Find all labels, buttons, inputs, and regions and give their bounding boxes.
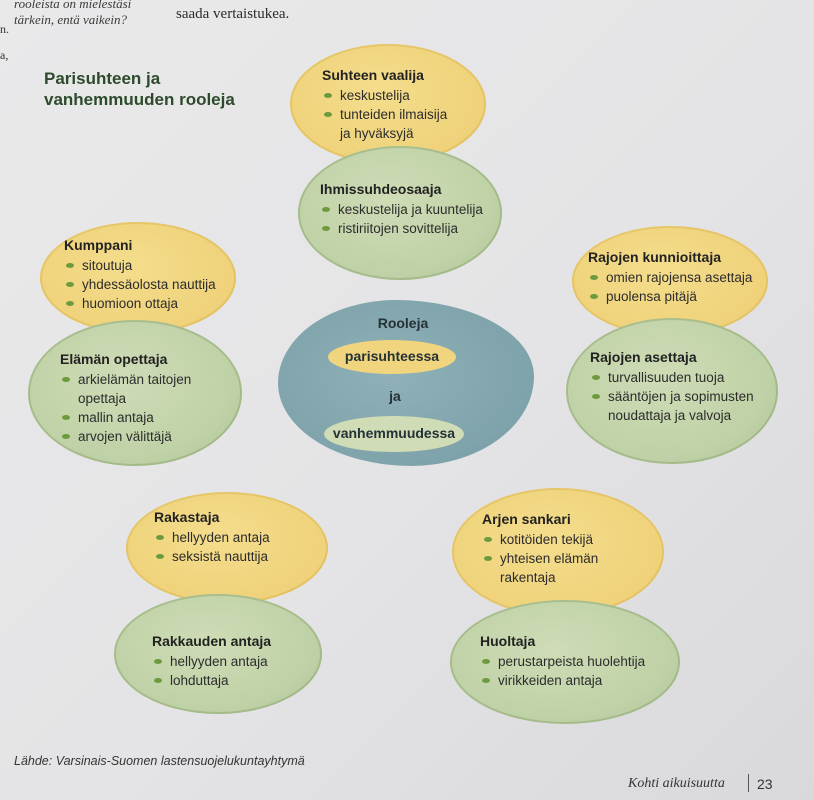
role-card-rajojen-asettaja <box>590 348 754 425</box>
role-item: keskustelija ja kuuntelija <box>320 200 483 219</box>
header-left-line: tärkein, entä vaikein? <box>14 12 127 27</box>
role-item-continuation-text: noudattaja ja valvoja <box>608 408 732 423</box>
role-item: lohduttaja <box>152 671 271 690</box>
section-title-line: Parisuhteen ja <box>44 69 161 88</box>
role-title: Rakkauden antaja <box>152 633 272 649</box>
center-title: Rooleja <box>377 315 429 331</box>
role-item: arvojen välittäjä <box>60 427 191 446</box>
margin-fragment: n. <box>0 22 9 36</box>
role-item: yhteisen elämän <box>482 549 598 568</box>
role-item: virikkeiden antaja <box>480 671 645 690</box>
role-title: Suhteen vaalija <box>322 67 424 83</box>
footer-book-title: Kohti aikuisuutta <box>628 776 725 791</box>
role-item: sääntöjen ja sopimusten <box>590 387 754 406</box>
role-title: Elämän opettaja <box>60 351 168 367</box>
role-item: arkielämän taitojen <box>60 370 191 389</box>
role-card-elaman-opettaja <box>60 350 191 446</box>
role-card-rakkauden-antaja <box>152 632 271 690</box>
role-item: ristiriitojen sovittelija <box>320 219 483 238</box>
source-note: Lähde: Varsinais-Suomen lastensuojelukuntayhtymä <box>14 754 305 768</box>
role-item: turvallisuuden tuoja <box>590 368 754 387</box>
role-item <box>322 124 447 143</box>
role-item-continuation: ja hyväksyjä <box>340 126 414 141</box>
center-label-parisuhteessa: parisuhteessa <box>344 348 440 364</box>
role-title: Rakastaja <box>154 509 220 525</box>
role-card-huoltaja <box>480 632 645 690</box>
header-left-line: rooleista on mielestäsi <box>14 0 132 11</box>
role-item: huomioon ottaja <box>64 294 216 313</box>
role-card-arjen-sankari <box>482 510 598 587</box>
role-card-rajojen-kunnioittaja <box>588 248 752 306</box>
role-item-continuation <box>482 568 598 587</box>
role-item: puolensa pitäjä <box>588 287 752 306</box>
role-item: seksistä nauttija <box>154 547 270 566</box>
center-label-ja: ja <box>389 388 401 404</box>
role-item: hellyyden antaja <box>154 528 270 547</box>
role-item: mallin antaja <box>60 408 191 427</box>
role-card-rakastaja <box>154 508 270 566</box>
role-item-continuation-text: rakentaja <box>500 570 556 585</box>
role-item: perustarpeista huolehtija <box>480 652 645 671</box>
header-middle-text: saada vertaistukea. <box>176 6 290 22</box>
role-title: Ihmissuhdeosaaja <box>320 181 442 197</box>
center-label-vanhemmuudessa: vanhemmuudessa <box>332 425 456 441</box>
role-item-continuation <box>590 406 754 425</box>
role-title: Rajojen kunnioittaja <box>588 249 722 265</box>
role-item: keskustelija <box>322 86 447 105</box>
role-card-kumppani <box>64 236 216 313</box>
role-title: Arjen sankari <box>482 511 571 527</box>
role-title: Rajojen asettaja <box>590 349 697 365</box>
header-left-text <box>14 0 131 28</box>
role-item-continuation <box>60 389 191 408</box>
footer-divider <box>748 774 749 792</box>
role-item: tunteiden ilmaisija <box>322 105 447 124</box>
role-item: kotitöiden tekijä <box>482 530 598 549</box>
role-item: yhdessäolosta nauttija <box>64 275 216 294</box>
section-title-line: vanhemmuuden rooleja <box>44 90 235 109</box>
margin-fragment: a, <box>0 48 9 62</box>
role-card-suhteen-vaalija <box>322 66 447 143</box>
role-title: Huoltaja <box>480 633 536 649</box>
role-item: omien rajojensa asettaja <box>588 268 752 287</box>
role-item: hellyyden antaja <box>152 652 271 671</box>
page-number: 23 <box>757 776 773 792</box>
section-title <box>44 68 235 110</box>
role-item: sitoutuja <box>64 256 216 275</box>
role-card-ihmissuhdeosaaja <box>320 180 483 238</box>
role-title: Kumppani <box>64 237 133 253</box>
role-item-continuation-text: opettaja <box>78 391 127 406</box>
